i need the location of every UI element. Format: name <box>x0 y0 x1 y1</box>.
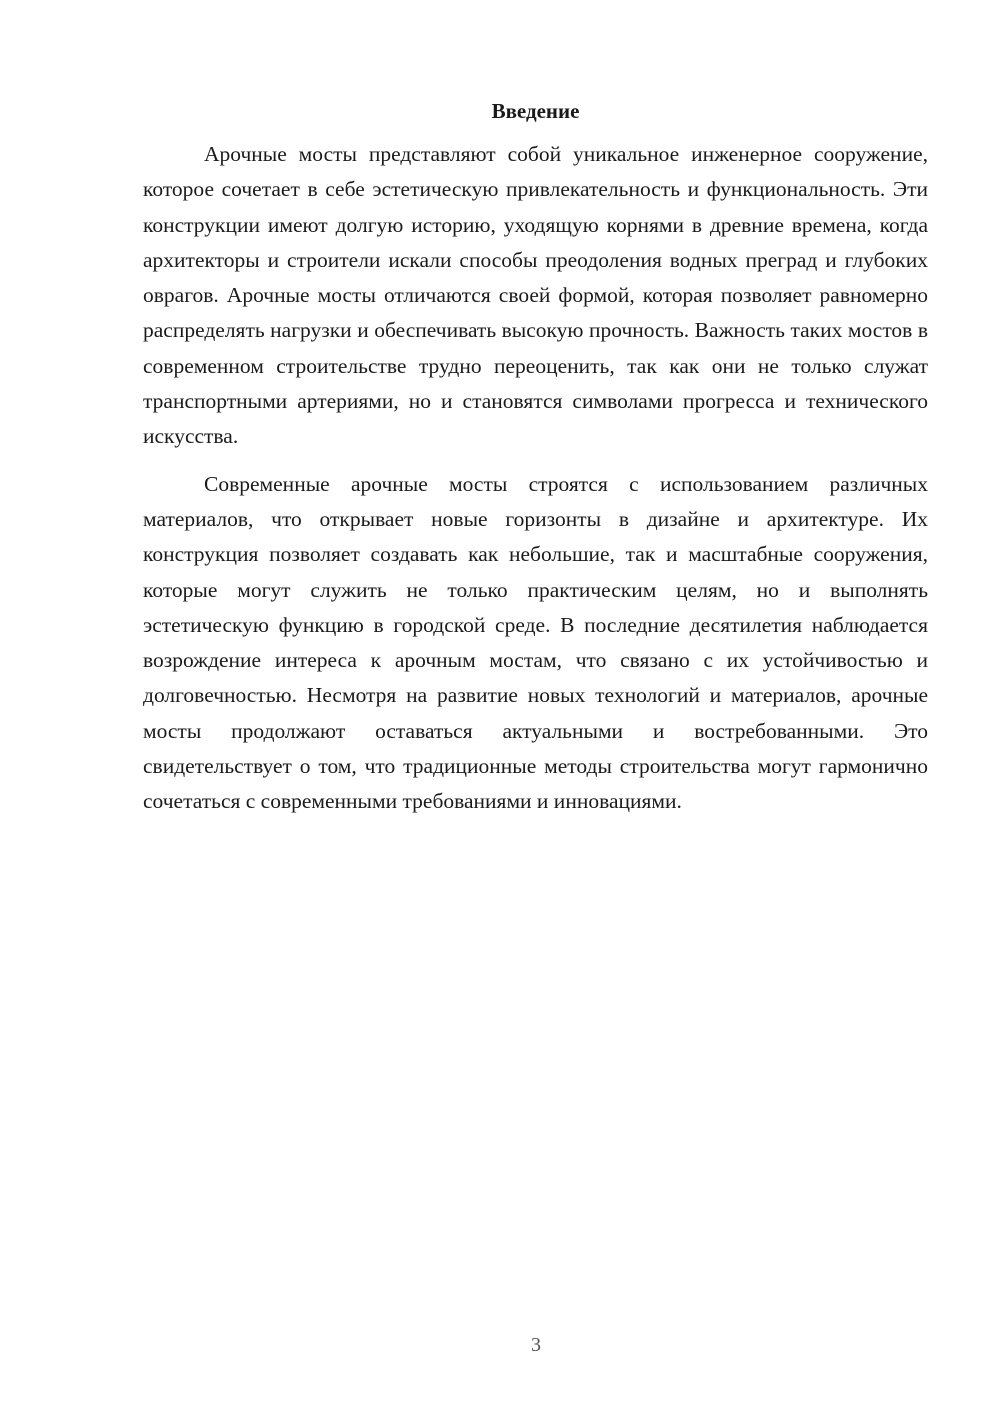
section-heading: Введение <box>491 99 580 123</box>
page-number: 3 <box>531 1334 541 1356</box>
paragraph-2: Современные арочные мосты строятся с использованием различных материалов, что открывает новые горизонты в дизайне и архитектуре. Их конструкция позволяет создавать как небольшие, так и масштабные сооружения, которые могут служить не только практическим целям, но и выполнять эстетическую функцию в городской среде. В последние десятилетия наблюдается возрождение интереса к арочным мостам, что связано с их устойчивостью и долговечностью. Несмотря на развитие новых технологий и материалов, арочные мосты продолжают оставаться актуальными и востребованными. Это свидетельствует о том, что традиционные методы строительства могут гармонично сочетаться с современными требованиями и инновациями. <box>143 471 928 814</box>
paragraph-1: Арочные мосты представляют собой уникальное инженерное сооружение, которое сочетает в себе эстетическую привлекательность и функциональность. Эти конструкции имеют долгую историю, уходящую корнями в древние времена, когда архитекторы и строители искали способы преодоления водных преград и глубоких оврагов. Арочные мосты отличаются своей формой, которая позволяет равномерно распределять нагрузки и обеспечивать высокую прочность. Важность таких мостов в современном строительстве трудно переоценить, так как они не только служат транспортными артериями, но и становятся символами прогресса и технического искусства. <box>143 142 928 449</box>
page-content <box>143 94 928 820</box>
